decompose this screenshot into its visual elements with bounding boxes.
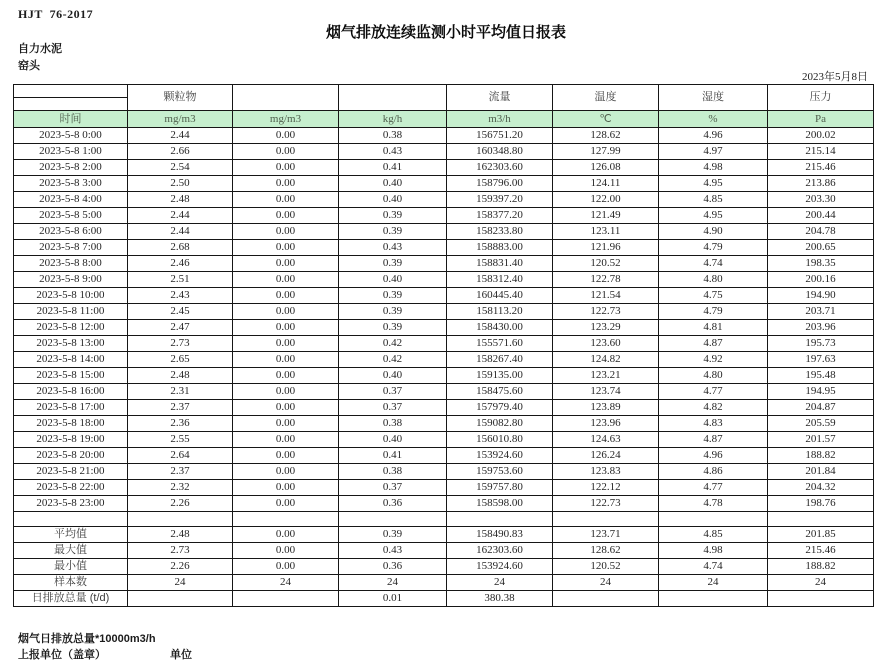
value-cell: 197.63 <box>768 352 874 368</box>
value-cell: 0.00 <box>233 272 339 288</box>
value-cell <box>553 591 659 607</box>
value-cell: 24 <box>128 575 233 591</box>
value-cell: 162303.60 <box>447 160 553 176</box>
summary-row <box>14 575 874 591</box>
unit-pa: Pa <box>768 111 874 128</box>
value-cell: 0.00 <box>233 176 339 192</box>
header-pressure: 压力 <box>768 85 874 111</box>
value-cell: 158377.20 <box>447 208 553 224</box>
time-cell: 2023-5-8 8:00 <box>14 256 128 272</box>
header-temperature: 温度 <box>553 85 659 111</box>
value-cell: 0.00 <box>233 336 339 352</box>
spacer-row <box>14 512 874 527</box>
time-cell: 2023-5-8 12:00 <box>14 320 128 336</box>
value-cell: 0.00 <box>233 144 339 160</box>
value-cell: 2.73 <box>128 543 233 559</box>
value-cell: 0.00 <box>233 527 339 543</box>
value-cell: 4.81 <box>659 320 768 336</box>
time-cell: 2023-5-8 15:00 <box>14 368 128 384</box>
value-cell: 2.47 <box>128 320 233 336</box>
unit-celsius: ℃ <box>553 111 659 128</box>
value-cell: 0.00 <box>233 128 339 144</box>
empty-cell <box>553 512 659 527</box>
value-cell: 2.36 <box>128 416 233 432</box>
value-cell <box>233 591 339 607</box>
empty-cell <box>768 512 874 527</box>
value-cell: 215.46 <box>768 160 874 176</box>
table-row <box>14 400 874 416</box>
value-cell: 0.41 <box>339 448 447 464</box>
value-cell: 158475.60 <box>447 384 553 400</box>
value-cell: 0.41 <box>339 160 447 176</box>
reporting-unit-label: 上报单位（盖章） <box>18 649 106 661</box>
value-cell: 0.40 <box>339 272 447 288</box>
table-row <box>14 464 874 480</box>
value-cell: 205.59 <box>768 416 874 432</box>
unit-row <box>14 111 874 128</box>
value-cell: 123.74 <box>553 384 659 400</box>
value-cell: 4.80 <box>659 272 768 288</box>
value-cell: 0.40 <box>339 368 447 384</box>
value-cell: 24 <box>553 575 659 591</box>
value-cell: 198.76 <box>768 496 874 512</box>
empty-cell <box>659 512 768 527</box>
value-cell: 4.83 <box>659 416 768 432</box>
summary-label: 平均值 <box>14 527 128 543</box>
time-cell: 2023-5-8 0:00 <box>14 128 128 144</box>
value-cell: 4.87 <box>659 336 768 352</box>
value-cell: 158598.00 <box>447 496 553 512</box>
header-particulate: 颗粒物 <box>128 85 233 111</box>
value-cell: 0.00 <box>233 160 339 176</box>
value-cell: 160445.40 <box>447 288 553 304</box>
summary-row <box>14 559 874 575</box>
table-row <box>14 240 874 256</box>
value-cell: 4.90 <box>659 224 768 240</box>
footer-total-note: 烟气日排放总量*10000m3/h <box>18 633 156 645</box>
value-cell: 2.66 <box>128 144 233 160</box>
empty-cell <box>14 512 128 527</box>
header-empty-col3 <box>233 85 339 111</box>
value-cell: 0.00 <box>233 320 339 336</box>
value-cell: 121.49 <box>553 208 659 224</box>
value-cell: 122.78 <box>553 272 659 288</box>
value-cell: 153924.60 <box>447 448 553 464</box>
value-cell: 157979.40 <box>447 400 553 416</box>
value-cell: 4.98 <box>659 543 768 559</box>
value-cell: 122.12 <box>553 480 659 496</box>
value-cell: 0.00 <box>233 400 339 416</box>
value-cell: 204.32 <box>768 480 874 496</box>
footer-unit-line <box>0 646 892 662</box>
summary-label: 样本数 <box>14 575 128 591</box>
value-cell: 120.52 <box>553 256 659 272</box>
value-cell: 0.39 <box>339 208 447 224</box>
value-cell: 0.40 <box>339 432 447 448</box>
value-cell: 0.00 <box>233 448 339 464</box>
value-cell: 195.48 <box>768 368 874 384</box>
table-row <box>14 432 874 448</box>
value-cell: 0.00 <box>233 559 339 575</box>
value-cell: 4.74 <box>659 559 768 575</box>
value-cell: 153924.60 <box>447 559 553 575</box>
time-cell: 2023-5-8 6:00 <box>14 224 128 240</box>
empty-cell <box>339 512 447 527</box>
time-cell: 2023-5-8 14:00 <box>14 352 128 368</box>
summary-row <box>14 543 874 559</box>
value-cell: 123.89 <box>553 400 659 416</box>
table-row <box>14 416 874 432</box>
value-cell: 0.43 <box>339 144 447 160</box>
value-cell: 4.92 <box>659 352 768 368</box>
time-cell: 2023-5-8 10:00 <box>14 288 128 304</box>
value-cell: 201.57 <box>768 432 874 448</box>
report-table <box>13 84 874 607</box>
unit-label: 单位 <box>170 649 192 661</box>
value-cell: 0.00 <box>233 304 339 320</box>
value-cell: 4.78 <box>659 496 768 512</box>
table-row <box>14 368 874 384</box>
value-cell: 159757.80 <box>447 480 553 496</box>
value-cell: 0.42 <box>339 352 447 368</box>
table-row <box>14 496 874 512</box>
value-cell: 4.85 <box>659 192 768 208</box>
value-cell: 0.00 <box>233 384 339 400</box>
value-cell: 201.85 <box>768 527 874 543</box>
value-cell: 4.80 <box>659 368 768 384</box>
value-cell: 126.24 <box>553 448 659 464</box>
value-cell: 122.73 <box>553 496 659 512</box>
value-cell: 2.26 <box>128 559 233 575</box>
value-cell: 194.95 <box>768 384 874 400</box>
time-cell: 2023-5-8 7:00 <box>14 240 128 256</box>
value-cell: 158312.40 <box>447 272 553 288</box>
value-cell: 2.51 <box>128 272 233 288</box>
value-cell: 0.39 <box>339 320 447 336</box>
value-cell: 122.73 <box>553 304 659 320</box>
value-cell: 0.38 <box>339 416 447 432</box>
value-cell: 0.00 <box>233 352 339 368</box>
value-cell: 4.87 <box>659 432 768 448</box>
value-cell: 203.30 <box>768 192 874 208</box>
value-cell: 2.37 <box>128 400 233 416</box>
value-cell: 2.48 <box>128 527 233 543</box>
table-row <box>14 160 874 176</box>
header-empty-top <box>14 85 128 98</box>
value-cell: 158490.83 <box>447 527 553 543</box>
value-cell: 122.00 <box>553 192 659 208</box>
header-time: 时间 <box>14 111 128 128</box>
value-cell: 200.16 <box>768 272 874 288</box>
value-cell: 126.08 <box>553 160 659 176</box>
value-cell: 198.35 <box>768 256 874 272</box>
value-cell: 0.00 <box>233 368 339 384</box>
value-cell: 123.71 <box>553 527 659 543</box>
table-row <box>14 384 874 400</box>
unit-m3h: m3/h <box>447 111 553 128</box>
value-cell: 2.64 <box>128 448 233 464</box>
value-cell: 123.11 <box>553 224 659 240</box>
value-cell: 2.26 <box>128 496 233 512</box>
time-cell: 2023-5-8 5:00 <box>14 208 128 224</box>
value-cell: 0.43 <box>339 543 447 559</box>
value-cell: 0.39 <box>339 288 447 304</box>
value-cell: 4.86 <box>659 464 768 480</box>
table-row <box>14 208 874 224</box>
value-cell: 159082.80 <box>447 416 553 432</box>
value-cell: 124.63 <box>553 432 659 448</box>
value-cell: 0.00 <box>233 432 339 448</box>
value-cell: 24 <box>768 575 874 591</box>
value-cell: 0.39 <box>339 304 447 320</box>
value-cell: 0.00 <box>233 192 339 208</box>
value-cell: 4.96 <box>659 448 768 464</box>
value-cell: 200.44 <box>768 208 874 224</box>
value-cell: 0.36 <box>339 496 447 512</box>
value-cell: 200.65 <box>768 240 874 256</box>
value-cell: 123.83 <box>553 464 659 480</box>
value-cell <box>128 591 233 607</box>
value-cell: 200.02 <box>768 128 874 144</box>
time-cell: 2023-5-8 3:00 <box>14 176 128 192</box>
time-cell: 2023-5-8 9:00 <box>14 272 128 288</box>
time-cell: 2023-5-8 16:00 <box>14 384 128 400</box>
value-cell: 155571.60 <box>447 336 553 352</box>
value-cell: 0.00 <box>233 543 339 559</box>
value-cell: 121.54 <box>553 288 659 304</box>
value-cell: 4.77 <box>659 480 768 496</box>
value-cell: 128.62 <box>553 543 659 559</box>
value-cell <box>768 591 874 607</box>
time-cell: 2023-5-8 21:00 <box>14 464 128 480</box>
time-cell: 2023-5-8 20:00 <box>14 448 128 464</box>
value-cell: 0.00 <box>233 224 339 240</box>
unit-percent: % <box>659 111 768 128</box>
table-row <box>14 352 874 368</box>
table-row <box>14 272 874 288</box>
report-table-body <box>14 128 874 607</box>
value-cell: 0.40 <box>339 176 447 192</box>
value-cell: 204.78 <box>768 224 874 240</box>
value-cell: 160348.80 <box>447 144 553 160</box>
table-row <box>14 448 874 464</box>
table-row <box>14 224 874 240</box>
value-cell: 203.96 <box>768 320 874 336</box>
summary-row <box>14 591 874 607</box>
value-cell: 24 <box>659 575 768 591</box>
value-cell <box>659 591 768 607</box>
value-cell: 0.37 <box>339 384 447 400</box>
header-empty-col4 <box>339 85 447 111</box>
value-cell: 0.37 <box>339 480 447 496</box>
company-name: 自力水泥 <box>18 43 62 55</box>
value-cell: 158430.00 <box>447 320 553 336</box>
value-cell: 201.84 <box>768 464 874 480</box>
value-cell: 0.42 <box>339 336 447 352</box>
header-flow: 流量 <box>447 85 553 111</box>
value-cell: 2.37 <box>128 464 233 480</box>
value-cell: 2.50 <box>128 176 233 192</box>
value-cell: 0.00 <box>233 464 339 480</box>
value-cell: 4.77 <box>659 384 768 400</box>
table-row <box>14 192 874 208</box>
value-cell: 159397.20 <box>447 192 553 208</box>
table-row <box>14 128 874 144</box>
table-row <box>14 304 874 320</box>
value-cell: 213.86 <box>768 176 874 192</box>
table-row <box>14 336 874 352</box>
value-cell: 0.39 <box>339 224 447 240</box>
value-cell: 2.31 <box>128 384 233 400</box>
value-cell: 215.14 <box>768 144 874 160</box>
value-cell: 4.82 <box>659 400 768 416</box>
empty-cell <box>128 512 233 527</box>
value-cell: 128.62 <box>553 128 659 144</box>
value-cell: 158796.00 <box>447 176 553 192</box>
value-cell: 2.44 <box>128 128 233 144</box>
value-cell: 156751.20 <box>447 128 553 144</box>
value-cell: 4.85 <box>659 527 768 543</box>
page-title: 烟气排放连续监测小时平均值日报表 <box>325 24 566 41</box>
value-cell: 2.46 <box>128 256 233 272</box>
value-cell: 4.95 <box>659 208 768 224</box>
value-cell: 2.65 <box>128 352 233 368</box>
time-cell: 2023-5-8 19:00 <box>14 432 128 448</box>
value-cell: 123.29 <box>553 320 659 336</box>
monitoring-point: 窑头 <box>18 60 40 72</box>
value-cell: 2.73 <box>128 336 233 352</box>
value-cell: 159135.00 <box>447 368 553 384</box>
value-cell: 121.96 <box>553 240 659 256</box>
time-cell: 2023-5-8 4:00 <box>14 192 128 208</box>
value-cell: 203.71 <box>768 304 874 320</box>
table-row <box>14 480 874 496</box>
table-row <box>14 176 874 192</box>
value-cell: 0.00 <box>233 496 339 512</box>
value-cell: 2.44 <box>128 208 233 224</box>
value-cell: 123.96 <box>553 416 659 432</box>
report-date: 2023年5月8日 <box>802 71 868 83</box>
summary-label: 最小值 <box>14 559 128 575</box>
value-cell: 123.21 <box>553 368 659 384</box>
value-cell: 24 <box>233 575 339 591</box>
value-cell: 2.32 <box>128 480 233 496</box>
table-row <box>14 144 874 160</box>
value-cell: 158831.40 <box>447 256 553 272</box>
value-cell: 158233.80 <box>447 224 553 240</box>
value-cell: 0.00 <box>233 288 339 304</box>
empty-cell <box>233 512 339 527</box>
value-cell: 0.00 <box>233 256 339 272</box>
value-cell: 2.44 <box>128 224 233 240</box>
header-humidity: 湿度 <box>659 85 768 111</box>
value-cell: 215.46 <box>768 543 874 559</box>
value-cell: 2.54 <box>128 160 233 176</box>
value-cell: 2.48 <box>128 368 233 384</box>
value-cell: 0.38 <box>339 128 447 144</box>
table-row <box>14 288 874 304</box>
value-cell: 0.36 <box>339 559 447 575</box>
table-row <box>14 256 874 272</box>
time-cell: 2023-5-8 22:00 <box>14 480 128 496</box>
value-cell: 188.82 <box>768 448 874 464</box>
value-cell: 0.39 <box>339 256 447 272</box>
unit-mgm3-2: mg/m3 <box>233 111 339 128</box>
value-cell: 195.73 <box>768 336 874 352</box>
value-cell: 4.75 <box>659 288 768 304</box>
value-cell: 4.98 <box>659 160 768 176</box>
time-cell: 2023-5-8 17:00 <box>14 400 128 416</box>
value-cell: 127.99 <box>553 144 659 160</box>
value-cell: 0.01 <box>339 591 447 607</box>
value-cell: 188.82 <box>768 559 874 575</box>
time-cell: 2023-5-8 18:00 <box>14 416 128 432</box>
value-cell: 380.38 <box>447 591 553 607</box>
header-empty-bottom <box>14 98 128 111</box>
value-cell: 24 <box>447 575 553 591</box>
value-cell: 4.79 <box>659 240 768 256</box>
value-cell: 0.39 <box>339 527 447 543</box>
value-cell: 4.97 <box>659 144 768 160</box>
value-cell: 0.00 <box>233 208 339 224</box>
value-cell: 0.40 <box>339 192 447 208</box>
value-cell: 158267.40 <box>447 352 553 368</box>
unit-mgm3-1: mg/m3 <box>128 111 233 128</box>
value-cell: 0.43 <box>339 240 447 256</box>
summary-label: 最大值 <box>14 543 128 559</box>
value-cell: 0.00 <box>233 240 339 256</box>
time-cell: 2023-5-8 23:00 <box>14 496 128 512</box>
value-cell: 4.74 <box>659 256 768 272</box>
value-cell: 124.82 <box>553 352 659 368</box>
standard-code: HJT 76-2017 <box>18 7 94 21</box>
summary-row <box>14 527 874 543</box>
value-cell: 0.00 <box>233 416 339 432</box>
time-cell: 2023-5-8 1:00 <box>14 144 128 160</box>
empty-cell <box>447 512 553 527</box>
value-cell: 120.52 <box>553 559 659 575</box>
value-cell: 158113.20 <box>447 304 553 320</box>
value-cell: 4.95 <box>659 176 768 192</box>
value-cell: 2.48 <box>128 192 233 208</box>
value-cell: 2.55 <box>128 432 233 448</box>
value-cell: 2.68 <box>128 240 233 256</box>
table-row <box>14 320 874 336</box>
time-cell: 2023-5-8 13:00 <box>14 336 128 352</box>
value-cell: 156010.80 <box>447 432 553 448</box>
value-cell: 2.45 <box>128 304 233 320</box>
value-cell: 2.43 <box>128 288 233 304</box>
value-cell: 162303.60 <box>447 543 553 559</box>
value-cell: 159753.60 <box>447 464 553 480</box>
summary-label: 日排放总量 (t/d) <box>14 591 128 607</box>
value-cell: 123.60 <box>553 336 659 352</box>
value-cell: 0.37 <box>339 400 447 416</box>
value-cell: 0.38 <box>339 464 447 480</box>
unit-kgh: kg/h <box>339 111 447 128</box>
value-cell: 24 <box>339 575 447 591</box>
value-cell: 4.96 <box>659 128 768 144</box>
value-cell: 4.79 <box>659 304 768 320</box>
value-cell: 204.87 <box>768 400 874 416</box>
time-cell: 2023-5-8 11:00 <box>14 304 128 320</box>
value-cell: 194.90 <box>768 288 874 304</box>
value-cell: 0.00 <box>233 480 339 496</box>
value-cell: 158883.00 <box>447 240 553 256</box>
value-cell: 124.11 <box>553 176 659 192</box>
time-cell: 2023-5-8 2:00 <box>14 160 128 176</box>
